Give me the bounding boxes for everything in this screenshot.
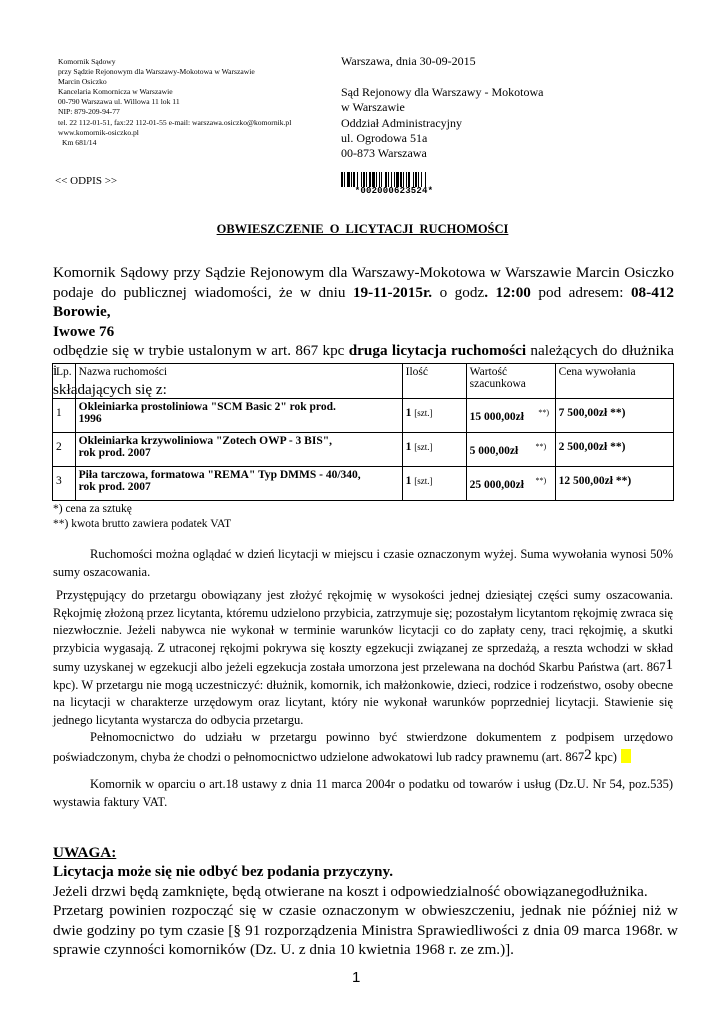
page-number: 1 [352,969,361,986]
value-note: **) [535,476,547,485]
document-title: OBWIESZCZENIE O LICYTACJI RUCHOMOŚCI [216,222,509,236]
item-name: Okleiniarka krzywoliniowa "Zotech OWP - 3 BIS", [78,435,332,447]
deposit-text: Przystępujący do przetargu obowiązany jest złożyć rękojmię w wysokości jednej dziesiątej części sumy oszacowania. Rękojmię złożoną przez licytanta, któremu udzielono przybicia, zatrzymuje się; pozostałym licytantom rękojmię zwraca się niezwłocznie. Jeżeli nabywca nie wykonał w terminie warunków licytacji co do zapłaty ceny, traci rękojmię, a skutki przybicia wygasają. Z utraconej rękojmi pokrywa się koszty egzekucji związanej ze sprzedażą, a reszta wchodzi w skład sumy uzyskanej w egzekucji albo jeżeli egzekucja została umorzona jest przelewana na dochód Skarbu Państwa (art. 867 [53,588,673,674]
header-name: Nazwa ruchomości [75,364,402,399]
cell-lp: 3 [53,467,76,501]
item-name: 1996 [78,413,102,425]
sender-line: Komornik Sądowy [58,57,116,66]
header-qty: Ilość [402,364,466,399]
auction-time: . 12:00 [484,283,531,301]
date-line: Warszawa, dnia 30-09-2015 [341,54,476,68]
case-number: Km 681/14 [62,137,97,147]
terms-section [53,587,673,811]
sender-block [58,57,291,148]
header-value-line: Wartość [469,366,508,378]
value-note: **) [535,442,547,451]
header-lp: Lp. [53,364,76,399]
auction-address: 08-412 Borowie, [53,283,674,320]
article-superscript: 1 [665,657,673,673]
viewing-paragraph [53,546,673,591]
notice-line: Przetarg powinien rozpocząć się w czasie oznaczonym w obwieszczeniu, jednak nie później niż w dwie godziny po tym czasie [§ 91 rozporządzenia Ministra Sprawiedliwości z dnia 09 marca 1968r. w sprawie czynności komorników (Dz. U. z dnia 10 kwietnia 1968 r. ze zm.)]. [53,902,678,959]
cell-qty [402,467,466,501]
intro-text: pod adresem: [530,283,631,301]
cell-price: 12 500,00zł **) [555,467,673,501]
qty-unit: [szt.] [414,408,433,418]
qty-value: 1 [405,475,412,487]
cell-value [466,467,555,501]
auction-type: druga licytacja ruchomości [348,342,527,359]
addressee-line: w Warszawie [341,100,405,115]
barcode-bar [344,172,345,188]
intro-line-5: składających się z: [53,381,167,398]
intro-line-2 [53,283,674,322]
intro-text: należących do dłużnika i [53,342,674,379]
item-name: rok prod. 2007 [78,447,151,459]
table-row [53,433,674,467]
header-value [466,364,555,399]
item-name: Piła tarczowa, formatowa "REMA" Typ DMMS - 40/340, [78,469,361,481]
addressee-line: Sąd Rejonowy dla Warszawy - Mokotowa [341,85,544,99]
addressee-line: ul. Ogrodowa 51a [341,130,428,145]
auction-date: 19-11-2015r. [352,283,433,301]
value-amount: 25 000,00zł [469,478,524,491]
value-amount: 15 000,00zł [469,410,524,423]
barcode-bar [347,172,350,188]
deposit-text: kpc). W przetargu nie mogą uczestniczyć: dłużnik, komornik, ich małżonkowie, dzieci, rodzice i rodzeństwo, osoby obecne na licytacji w charakterze urzędowym oraz licytant, który nie wykonał warunków poprzedniej licytacji. Stawienie się jednego licytanta wystarcza do odbycia przetargu. [53,677,673,727]
value-amount: 5 000,00zł [469,444,519,457]
barcode-text: *002000623524* [341,187,447,196]
cell-value [466,399,555,433]
barcode-bar [341,172,343,188]
sender-line: NIP: 879-209-94-77 [58,107,120,117]
paragraph-deposit [53,587,673,729]
intro-line-3 [53,322,674,342]
sender-line: Kancelaria Komornicza w Warszawie [58,87,173,97]
cell-name [75,433,402,467]
item-name: rok prod. 2007 [78,481,151,493]
highlight-mark [621,749,631,763]
value-note: **) [538,408,550,417]
footnotes [53,502,231,531]
addressee-line: 00-873 Warszawa [341,146,427,161]
footnote-price: *) cena za sztukę [53,503,132,515]
proxy-text: kpc) [591,749,617,764]
table-row [53,467,674,501]
copy-mark: << ODPIS >> [55,175,118,187]
cell-price: 7 500,00zł **) [555,399,673,433]
barcode-bar [351,172,352,188]
cell-value [466,433,555,467]
intro-text: odbędzie się w trybie ustalonym w art. 867 kpc [53,342,349,359]
qty-value: 1 [405,441,412,453]
footnote-vat: **) kwota brutto zawiera podatek VAT [53,517,232,530]
qty-unit: [szt.] [414,442,433,452]
sender-line: tel. 22 112-01-51, fax:22 112-01-55 e-mail: warszawa.osiczko@komornik.pl [58,117,292,127]
addressee-line: Oddział Administracyjny [341,115,462,130]
paragraph-viewing: Ruchomości można oglądać w dzień licytacji w miejscu i czasie oznaczonym wyżej. Suma wywołania wynosi 50% sumy oszacowania. [53,547,673,579]
cell-lp: 1 [53,399,76,433]
cell-qty [402,433,466,467]
notice-bold-line: Licytacja może się nie odbyć bez podania przyczyny. [53,863,393,881]
table-header-row [53,364,674,399]
notice-heading: UWAGA: [53,844,117,861]
proxy-text: Pełnomocnictwo do udziału w przetargu powinno być stwierdzone dokumentem z podpisem urzędowo poświadczonym, chyba że chodzi o pełnomocnictwo udzielone adwokatowi lub radcy prawnemu (art. 867 [53,730,673,764]
qty-unit: [szt.] [414,476,433,486]
item-name: Okleiniarka prostoliniowa "SCM Basic 2" rok prod. [78,401,336,413]
sender-line: www.komornik-osiczko.pl [58,127,139,137]
cell-lp: 2 [53,433,76,467]
barcode [341,172,447,196]
notice-line: Jeżeli drzwi będą zamknięte, będą otwierane na koszt i odpowiedzialność obowiązanegodłużnika. [53,882,648,900]
intro-text: podaje do publicznej wiadomości, że w dniu [53,283,353,301]
items-table [52,363,674,501]
header-price: Cena wywołania [555,364,673,399]
addressee-block [341,85,543,161]
table-row [53,399,674,433]
cell-qty [402,399,466,433]
article-superscript: 2 [584,746,592,763]
sender-line: Marcin Osiczko [58,77,107,87]
cell-name [75,467,402,501]
paragraph-vat: Komornik w oparciu o art.18 ustawy z dnia 11 marca 2004r o podatku od towarów i usług (Dz.U. Nr 54, poz.535) wystawia faktury VAT. [53,777,673,809]
cell-name [75,399,402,433]
qty-value: 1 [405,407,412,419]
notice-section [53,843,678,959]
header-value-line: szacunkowa [469,378,526,390]
auction-address-cont: Iwowe 76 [53,322,115,340]
sender-line: 00-790 Warszawa ul. Willowa 11 lok 11 [58,97,180,107]
intro-text: o godz [432,283,485,301]
paragraph-proxy [53,729,673,766]
intro-line-1: Komornik Sądowy przy Sądzie Rejonowym dla Warszawy-Mokotowa w Warszawie Marcin Osiczko [53,264,674,281]
cell-price: 2 500,00zł **) [555,433,673,467]
sender-line: przy Sądzie Rejonowym dla Warszawy-Mokotowa w Warszawie [58,67,255,77]
